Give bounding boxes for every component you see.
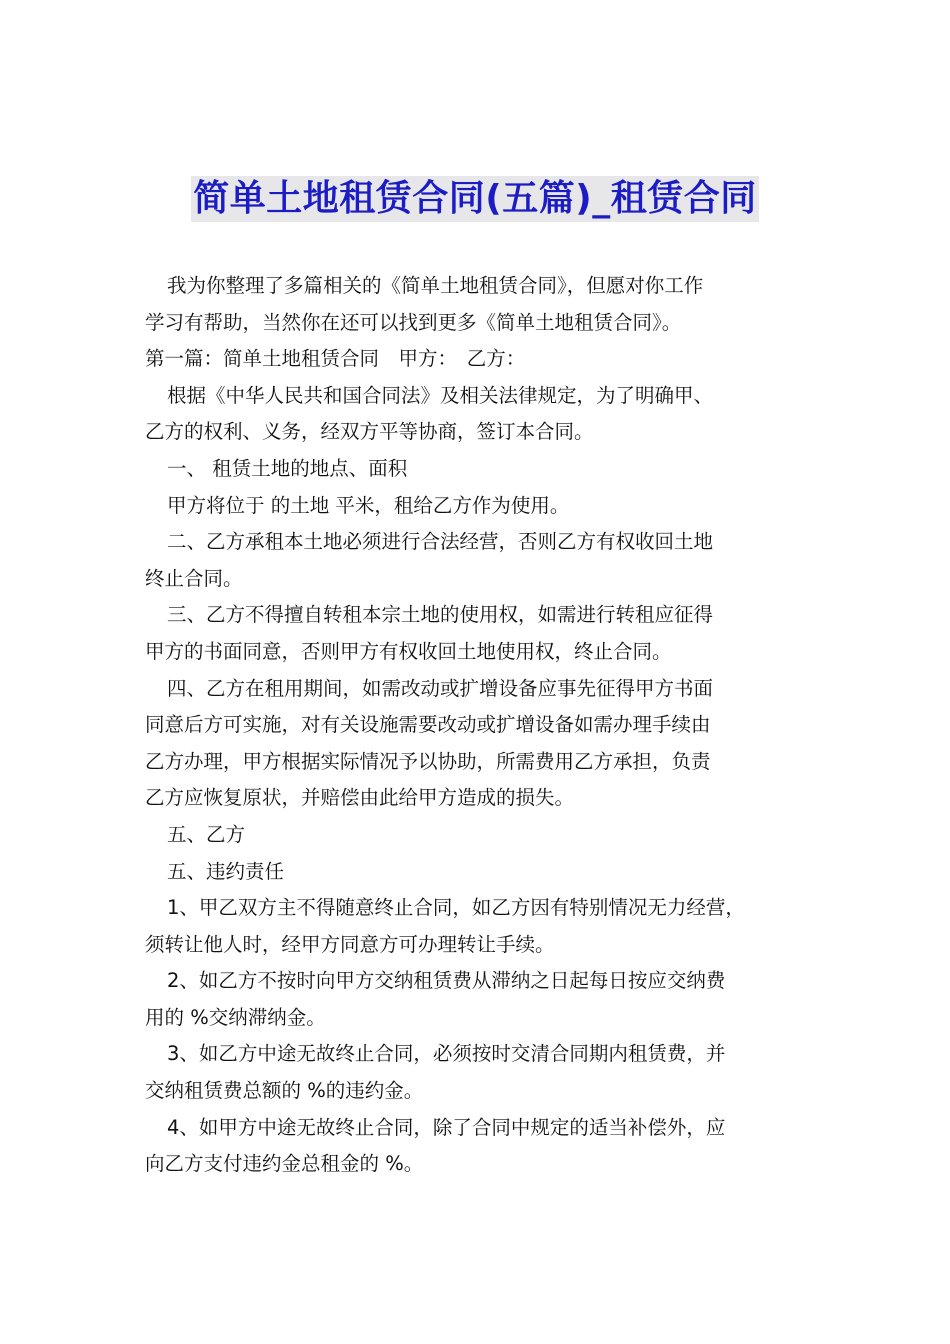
document-body <box>145 268 813 1183</box>
text-line: 乙方办理，甲方根据实际情况予以协助，所需费用乙方承担，负责 <box>145 749 711 773</box>
text-line: 乙方应恢复原状，并赔偿由此给甲方造成的损失。 <box>145 786 575 810</box>
text-line: 交纳租赁费总额的 %的违约金。 <box>145 1079 424 1103</box>
text-line: 1、甲乙双方主不得随意终止合同，如乙方因有特别情况无力经营， <box>167 896 745 920</box>
text-line: 五、违约责任 <box>167 859 285 883</box>
text-line: 用的 %交纳滞纳金。 <box>145 1005 326 1029</box>
text-line: 二、乙方承租本土地必须进行合法经营，否则乙方有权收回土地 <box>167 530 714 554</box>
text-line: 3、如乙方中途无故终止合同，必须按时交清合同期内租赁费，并 <box>167 1042 726 1066</box>
text-line: 五、乙方 <box>167 822 246 846</box>
document-title: 简单土地租赁合同(五篇)_租赁合同 <box>191 176 758 222</box>
text-line: 三、乙方不得擅自转租本宗土地的使用权，如需进行转租应征得 <box>167 603 714 627</box>
text-line: 向乙方支付违约金总租金的 %。 <box>145 1152 424 1176</box>
text-line: 甲方的书面同意，否则甲方有权收回土地使用权，终止合同。 <box>145 639 672 663</box>
text-line: 须转让他人时，经甲方同意方可办理转让手续。 <box>145 932 555 956</box>
text-line: 第一篇：简单土地租赁合同 甲方： 乙方： <box>145 347 526 371</box>
text-line: 乙方的权利、义务，经双方平等协商，签订本合同。 <box>145 420 594 444</box>
text-line: 2、如乙方不按时向甲方交纳租赁费从滞纳之日起每日按应交纳费 <box>167 969 726 993</box>
text-line: 四、乙方在租用期间，如需改动或扩增设备应事先征得甲方书面 <box>167 676 714 700</box>
title-block <box>0 176 950 222</box>
text-line: 学习有帮助，当然你在还可以找到更多《简单土地租赁合同》。 <box>145 310 682 334</box>
text-line: 同意后方可实施，对有关设施需要改动或扩增设备如需办理手续由 <box>145 713 711 737</box>
text-line: 一、 租赁土地的地点、面积 <box>167 456 408 480</box>
text-line: 终止合同。 <box>145 566 243 590</box>
text-line: 甲方将位于 的土地 平米，租给乙方作为使用。 <box>167 493 570 517</box>
text-line: 根据《中华人民共和国合同法》及相关法律规定，为了明确甲、 <box>167 383 714 407</box>
text-line: 我为你整理了多篇相关的《简单土地租赁合同》，但愿对你工作 <box>167 274 704 297</box>
text-line: 4、如甲方中途无故终止合同，除了合同中规定的适当补偿外，应 <box>167 1115 726 1139</box>
